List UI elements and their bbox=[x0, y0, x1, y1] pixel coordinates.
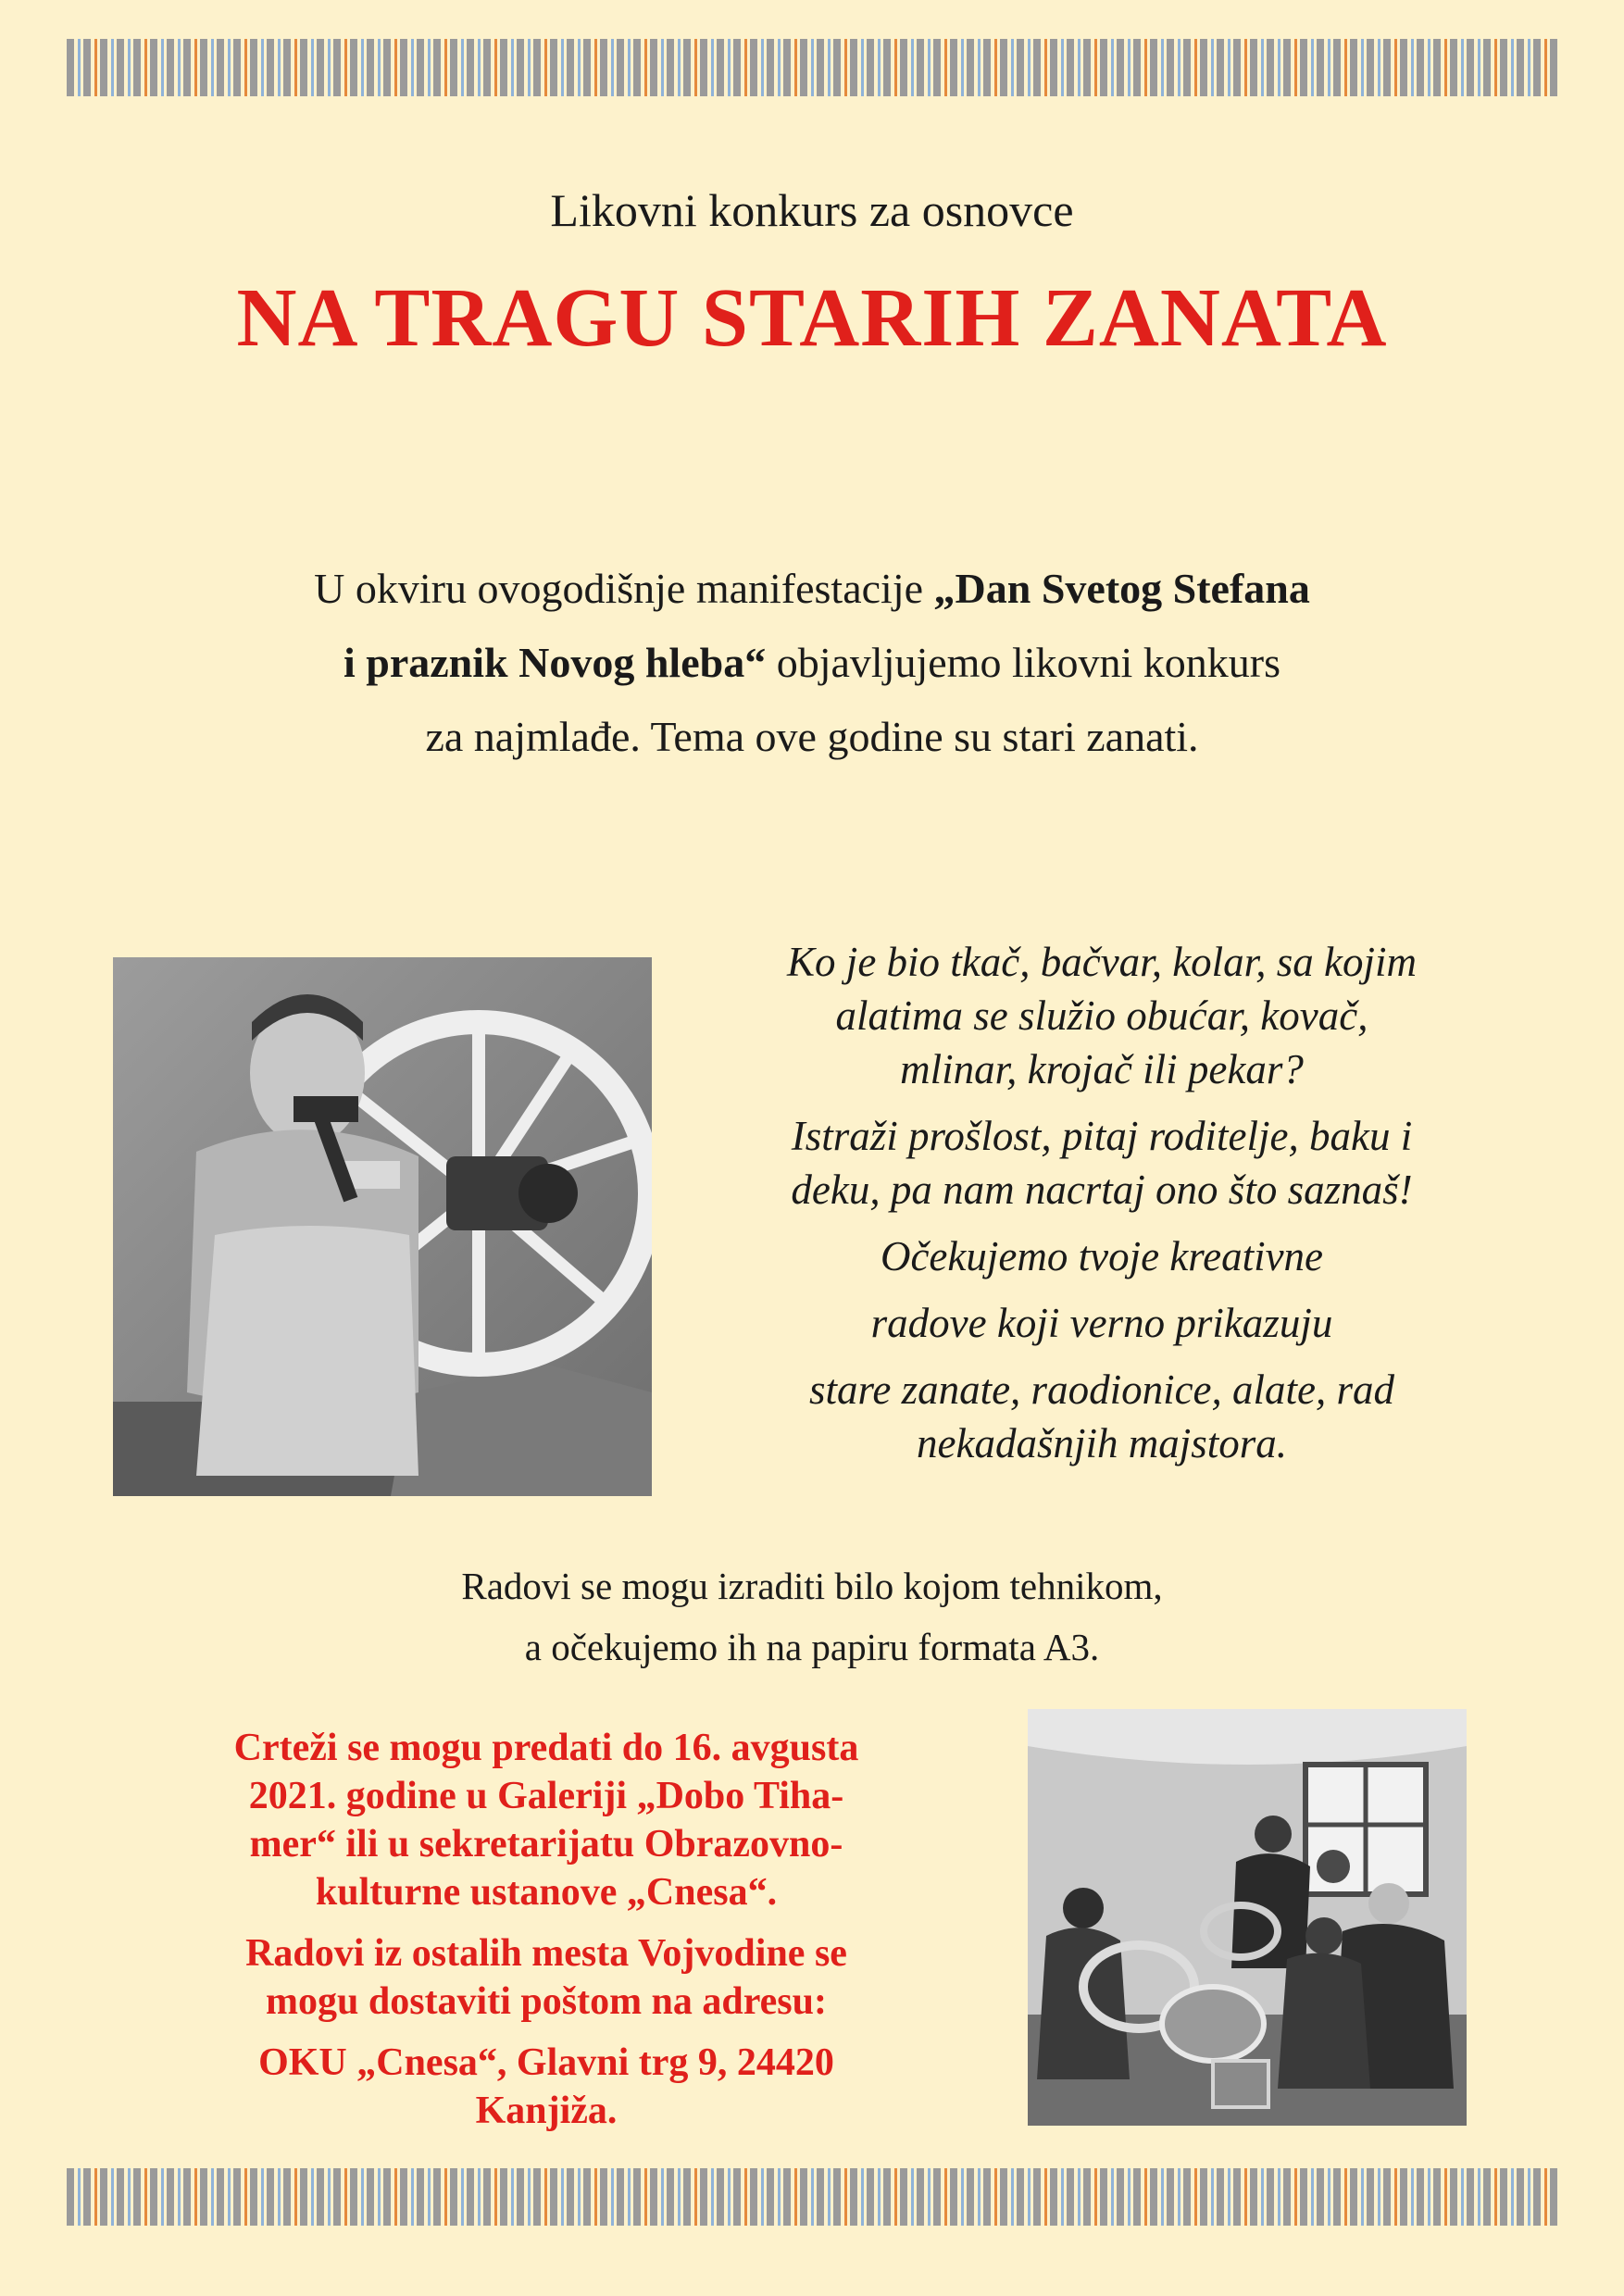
submission-info bbox=[102, 1724, 991, 2135]
technique-note bbox=[0, 1555, 1624, 1678]
decorative-stripe-top bbox=[67, 39, 1557, 96]
question-line: Istraži prošlost, pitaj roditelje, baku i bbox=[791, 1113, 1413, 1159]
question-line: radove koji verno prikazuju bbox=[870, 1300, 1333, 1346]
submission-line: Radovi iz ostalih mesta Vojvodine se bbox=[245, 1932, 847, 1975]
page-title: NA TRAGU STARIH ZANATA bbox=[236, 272, 1388, 364]
submission-line: Kanjiža. bbox=[475, 2090, 618, 2132]
event-name-2: i praznik Novog hleba“ bbox=[343, 639, 767, 686]
submission-line: mer“ ili u sekretarijatu Obrazovno- bbox=[249, 1823, 843, 1866]
technique-line-1: Radovi se mogu izraditi bilo kojom tehnikom, bbox=[461, 1565, 1163, 1607]
question-line: alatima se služio obućar, kovač, bbox=[835, 992, 1368, 1039]
submission-line: Crteži se mogu predati do 16. avgusta bbox=[233, 1727, 859, 1769]
intro-text-1: U okviru ovogodišnje manifestacije bbox=[314, 565, 934, 612]
decorative-stripe-bottom bbox=[67, 2168, 1557, 2226]
question-line: nekadašnjih majstora. bbox=[917, 1420, 1287, 1466]
question-line: mlinar, krojač ili pekar? bbox=[900, 1046, 1304, 1092]
basket-weavers-photo bbox=[1028, 1709, 1467, 2126]
wheelwright-photo bbox=[113, 957, 652, 1496]
intro-paragraph bbox=[111, 552, 1513, 774]
question-line: deku, pa nam nacrtaj ono što saznaš! bbox=[791, 1167, 1413, 1213]
submission-line: 2021. godine u Galeriji „Dobo Tiha- bbox=[248, 1775, 844, 1817]
event-name-1: „Dan Svetog Stefana bbox=[933, 565, 1310, 612]
intro-text-3: za najmlađe. Tema ove godine su stari zanati. bbox=[425, 713, 1199, 760]
question-line: Očekujemo tvoje kreativne bbox=[880, 1233, 1324, 1279]
questions-block bbox=[685, 935, 1518, 1470]
submission-line: kulturne ustanove „Cnesa“. bbox=[315, 1871, 778, 1914]
question-line: Ko je bio tkač, bačvar, kolar, sa kojim bbox=[787, 939, 1417, 985]
submission-line: mogu dostaviti poštom na adresu: bbox=[266, 1980, 827, 2023]
submission-line: OKU „Cnesa“, Glavni trg 9, 24420 bbox=[258, 2041, 834, 2084]
technique-line-2: a očekujemo ih na papiru formata A3. bbox=[524, 1626, 1100, 1668]
intro-text-2: objavljujemo likovni konkurs bbox=[766, 639, 1281, 686]
question-line: stare zanate, raodionice, alate, rad bbox=[808, 1366, 1395, 1413]
page-subtitle: Likovni konkurs za osnovce bbox=[550, 184, 1074, 236]
